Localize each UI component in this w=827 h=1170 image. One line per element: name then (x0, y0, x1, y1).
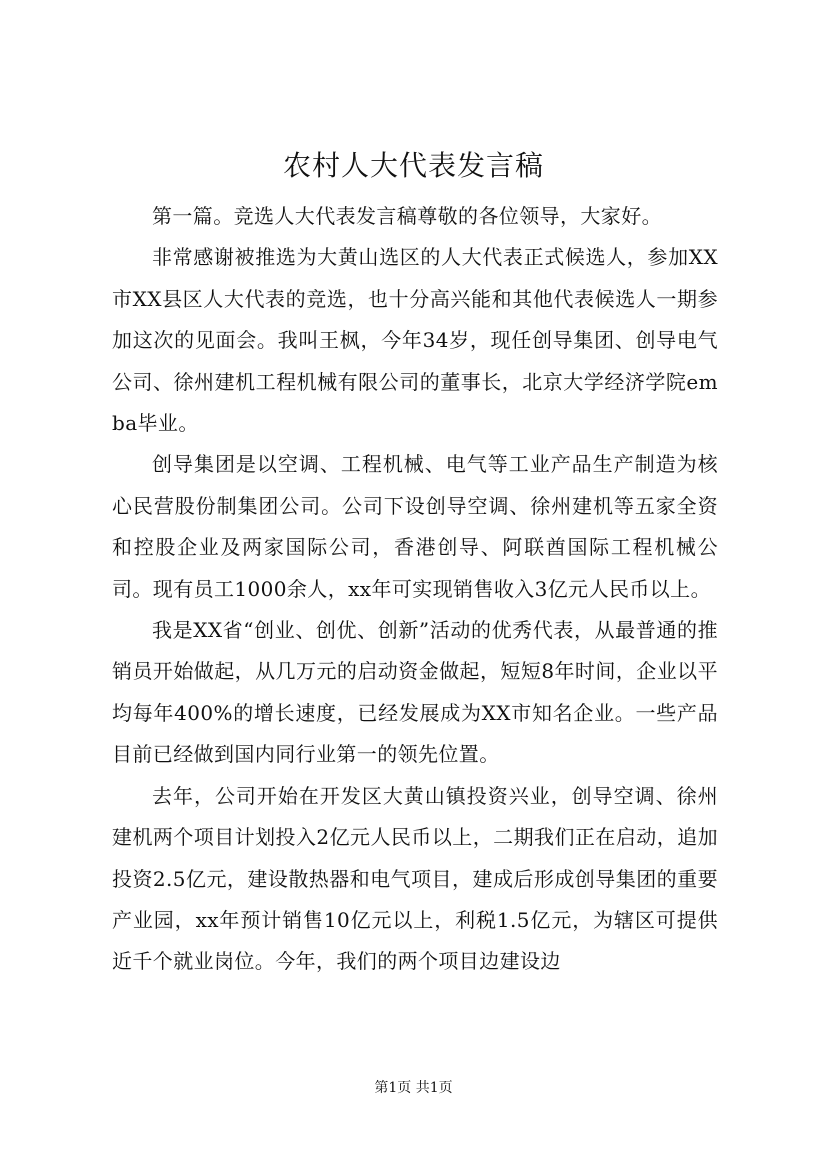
paragraph-1: 第一篇。竞选人大代表发言稿尊敬的各位领导，大家好。 (152, 204, 662, 228)
paragraph-5: 去年，公司开始在开发区大黄山镇投资兴业，创导空调、徐州建机两个项目计划投入2亿元人民币以上，二期我们正在启动，追加投资2.5亿元，建设散热器和电气项目，建成后形成创导集团的重要产业园，xx年预计销售10亿元以上，利税1.5亿元，为辖区可提供近千个就业岗位。今年，我们的两个项目边建设边 (112, 783, 718, 974)
document-title: 农村人大代表发言稿 (282, 149, 544, 182)
paragraph-2: 非常感谢被推选为大黄山选区的人大代表正式候选人，参加XX市XX县区人大代表的竞选，也十分高兴能和其他代表候选人一期参加这次的见面会。我叫王枫，今年34岁，现任创导集团、创导电气公司、徐州建机工程机械有限公司的董事长，北京大学经济学院emba毕业。 (112, 245, 718, 436)
paragraph-4: 我是XX省“创业、创优、创新”活动的优秀代表，从最普通的推销员开始做起，从几万元的启动资金做起，短短8年时间，企业以平均每年400%的增长速度，已经发展成为XX市知名企业。一些产品目前已经做到国内同行业第一的领先位置。 (112, 618, 718, 767)
document-body (112, 196, 718, 983)
paragraph-3: 创导集团是以空调、工程机械、电气等工业产品生产制造为核心民营股份制集团公司。公司下设创导空调、徐州建机等五家全资和控股企业及两家国际公司，香港创导、阿联酋国际工程机械公司。现有员工1000余人，xx年可实现销售收入3亿元人民币以上。 (112, 452, 718, 601)
page-footer: 第1页 共1页 (374, 1080, 453, 1096)
